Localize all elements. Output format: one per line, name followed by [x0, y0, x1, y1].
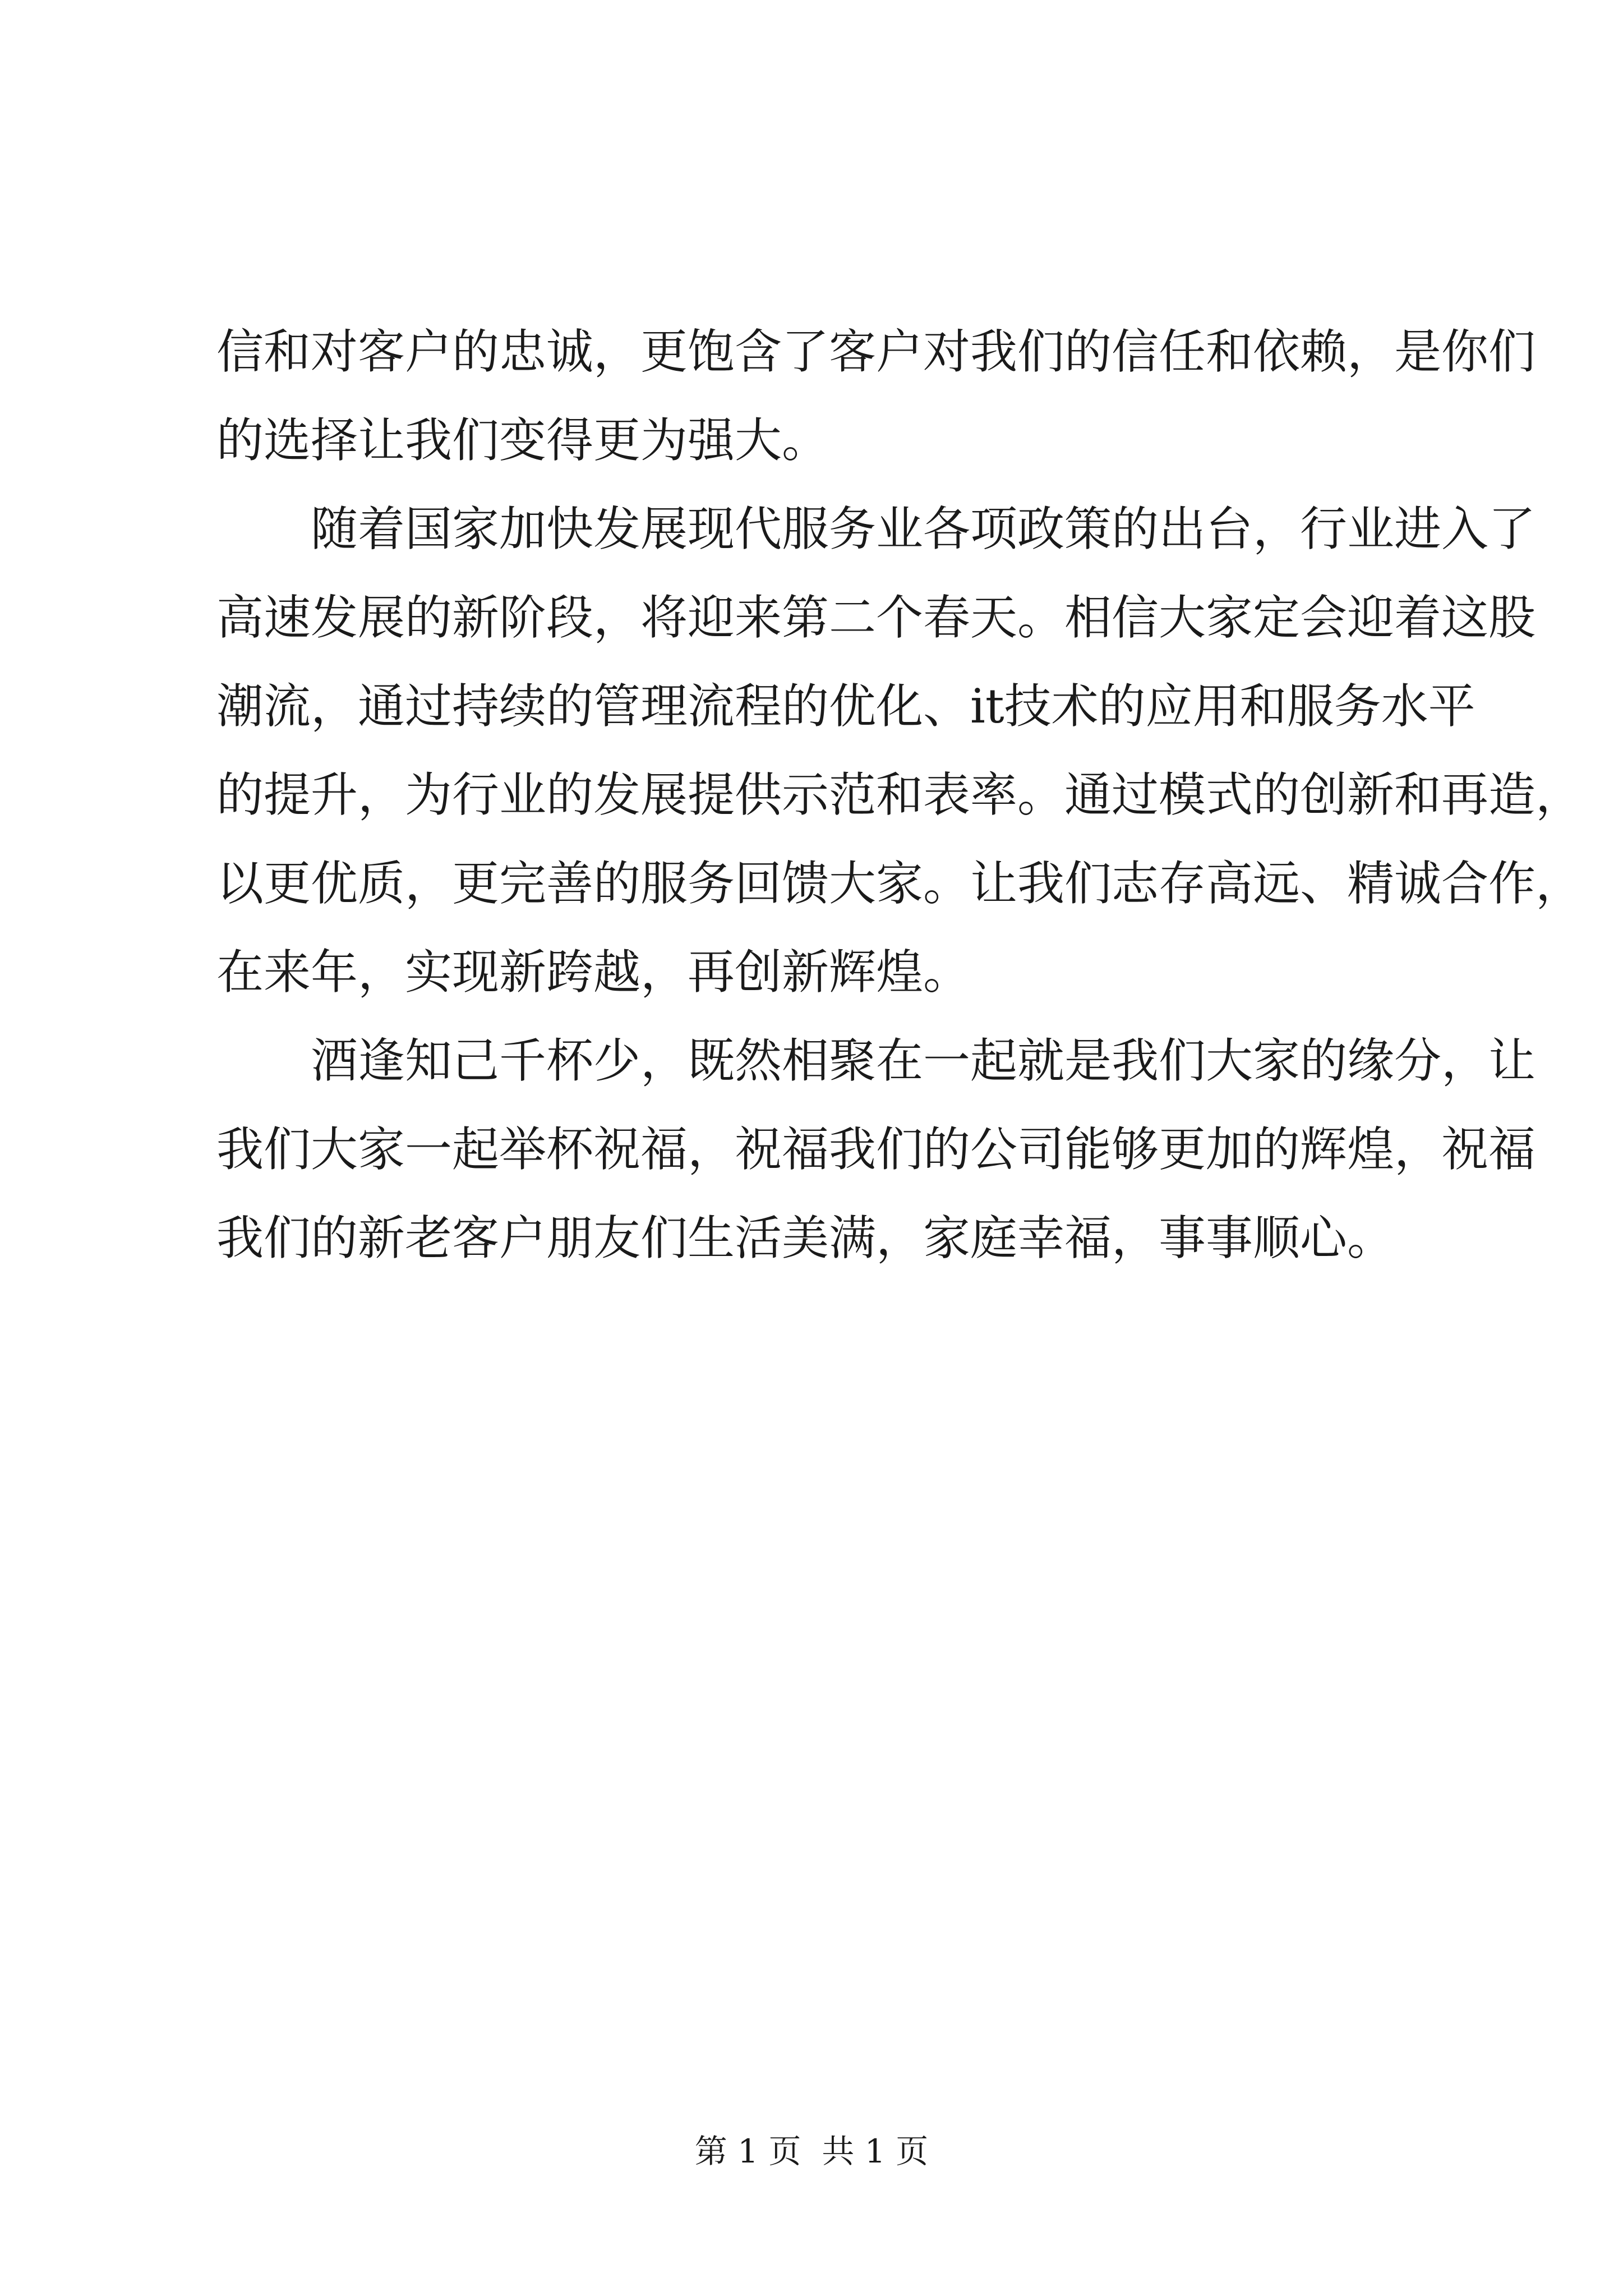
page-number-label: 第 1 页 共 1 页 [694, 2132, 929, 2170]
text-line: 我们的新老客户朋友们生活美满，家庭幸福，事事顺心。 [216, 1211, 1395, 1266]
text-line: 酒逢知己千杯少，既然相聚在一起就是我们大家的缘分，让 [311, 1033, 1536, 1088]
paragraph-1 [216, 307, 1536, 485]
paragraph-2 [216, 485, 1583, 1016]
text-line: 的选择让我们变得更为强大。 [216, 413, 829, 468]
text-line: 以更优质，更完善的服务回馈大家。让我们志存高远、精诚合作， [216, 856, 1583, 911]
text-line: 随着国家加快发展现代服务业各项政策的出台，行业进入了 [311, 501, 1536, 556]
text-line: 信和对客户的忠诚，更饱含了客户对我们的信任和依赖，是你们 [216, 324, 1536, 379]
document-body [216, 307, 1583, 1282]
text-line: 潮流，通过持续的管理流程的优化、it技术的应用和服务水平 [216, 679, 1476, 734]
text-line: 在来年，实现新跨越，再创新辉煌。 [216, 945, 971, 1000]
page-footer [0, 2129, 1623, 2174]
text-line: 我们大家一起举杯祝福，祝福我们的公司能够更加的辉煌，祝福 [216, 1122, 1536, 1177]
text-line: 高速发展的新阶段，将迎来第二个春天。相信大家定会迎着这股 [216, 590, 1536, 645]
text-line: 的提升，为行业的发展提供示范和表率。通过模式的创新和再造， [216, 767, 1583, 822]
paragraph-3 [216, 1016, 1536, 1282]
